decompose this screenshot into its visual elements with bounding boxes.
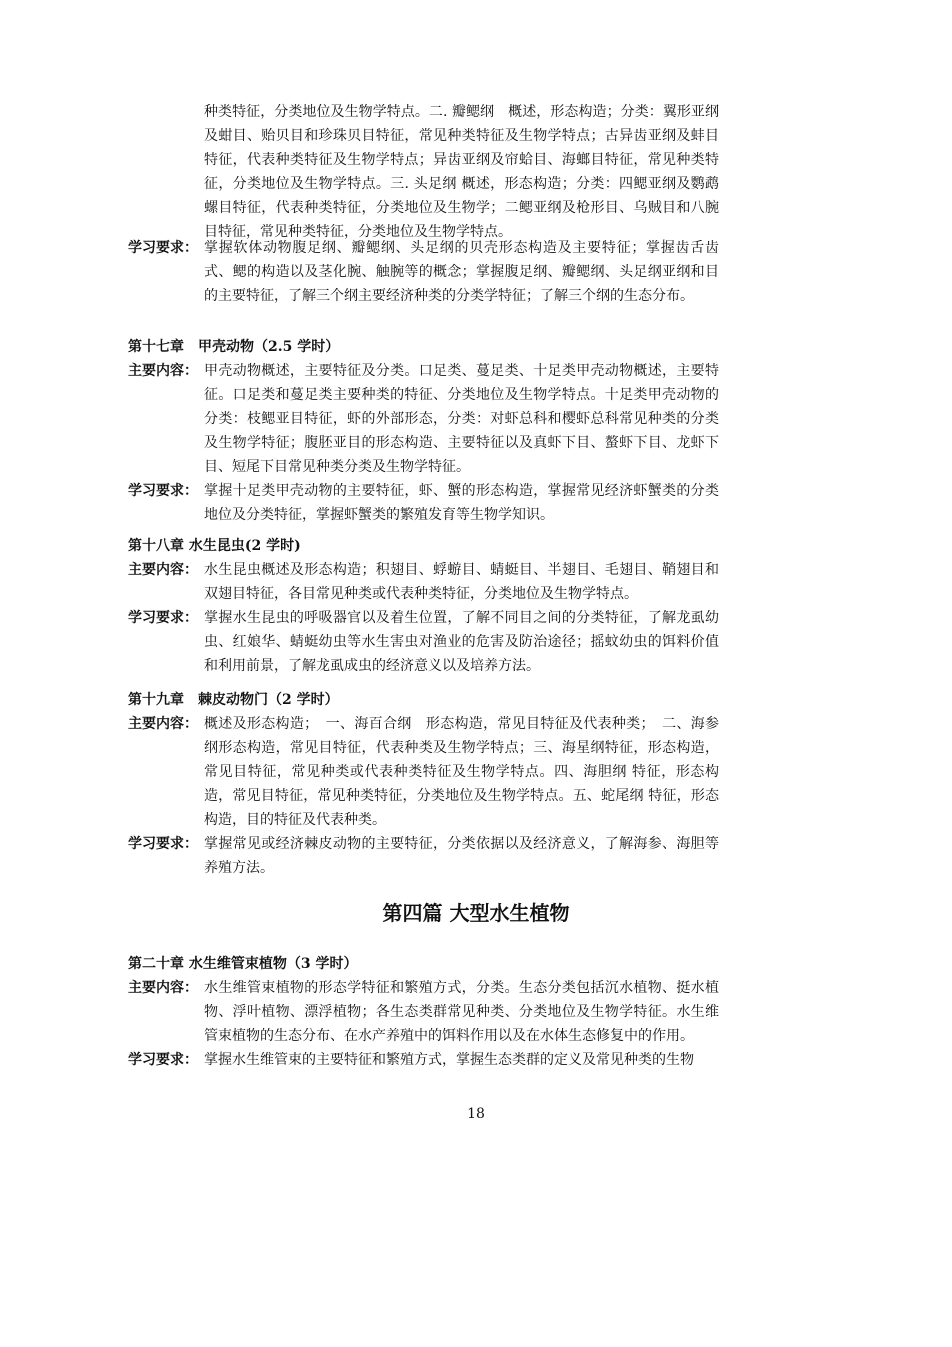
chapter-17 [128,335,719,527]
requirements-label: 学习要求： [128,836,198,852]
chapter-title: 第十九章 棘皮动物门（2 学时） [128,692,339,708]
requirements-label: 学习要求： [128,610,198,626]
requirements-text: 掌握水生昆虫的呼吸器官以及着生位置，了解不同目之间的分类特征，了解龙虱幼虫、红娘华、蜻蜓幼虫等水生害虫对渔业的危害及防治途径；摇蚊幼虫的饵料价值和利用前景，了解龙虱成虫的经济意义以及培养方法。 [204,610,719,674]
content-label: 主要内容： [128,716,198,732]
chapter-18 [128,534,719,678]
requirements-text: 掌握常见或经济棘皮动物的主要特征，分类依据以及经济意义，了解海参、海胆等养殖方法。 [204,836,719,876]
requirements-text: 掌握十足类甲壳动物的主要特征，虾、蟹的形态构造，掌握常见经济虾蟹类的分类地位及分类特征，掌握虾蟹类的繁殖发育等生物学知识。 [204,483,719,523]
page-number: 18 [467,1106,485,1122]
chapter-20 [128,952,719,1072]
content-label: 主要内容： [128,980,198,996]
content-text: 甲壳动物概述，主要特征及分类。口足类、蔓足类、十足类甲壳动物概述，主要特征。口足类和蔓足类主要种类的特征、分类地位及生物学特点。十足类甲壳动物的分类：枝鳃亚目特征，虾的外部形态，分类：对虾总科和樱虾总科常见种类的分类及生物学特征；腹胚亚目的形态构造、主要特征以及真虾下目、螯虾下目、龙虾下目、短尾下目常见种类分类及生物学特征。 [204,363,719,475]
part-title: 第四篇 大型水生植物 [382,901,570,925]
requirements-label: 学习要求： [128,483,198,499]
content-label: 主要内容： [128,562,198,578]
continuation-paragraph: 种类特征，分类地位及生物学特点。二. 瓣鳃纲 概述，形态构造；分类：翼形亚纲及蚶目、贻贝目和珍珠贝目特征，常见种类特征及生物学特点；古异齿亚纲及蚌目特征，代表种类特征及生物学特点；异齿亚纲及帘蛤目、海螂目特征，常见种类特征，分类地位及生物学特点。三. 头足纲 概述，形态构造；分类：四鳃亚纲及鹦鹉螺目特征，代表种类特征，分类地位及生物学；二鳃亚纲及枪形目、乌贼目和八腕目特征，常见种类特征，分类地位及生物学特点。 [204,104,719,240]
chapter-title: 第十八章 水生昆虫(2 学时) [128,538,301,554]
mollusca-requirements [128,236,719,308]
content-text: 水生维管束植物的形态学特征和繁殖方式，分类。生态分类包括沉水植物、挺水植物、浮叶植物、漂浮植物；各生态类群常见种类、分类地位及生物学特征。水生维管束植物的生态分布、在水产养殖中的饵料作用以及在水体生态修复中的作用。 [204,980,719,1044]
chapter-title: 第十七章 甲壳动物（2.5 学时） [128,339,340,355]
requirements-text: 掌握软体动物腹足纲、瓣鳃纲、头足纲的贝壳形态构造及主要特征；掌握齿舌齿式、鳃的构造以及茎化腕、触腕等的概念；掌握腹足纲、瓣鳃纲、头足纲亚纲和目的主要特征，了解三个纲主要经济种类的分类学特征；了解三个纲的生态分布。 [204,240,719,304]
requirements-label: 学习要求： [128,1052,198,1068]
requirements-text: 掌握水生维管束的主要特征和繁殖方式，掌握生态类群的定义及常见种类的生物 [204,1052,694,1068]
requirements-label: 学习要求： [128,240,198,256]
content-text: 水生昆虫概述及形态构造；积翅目、蜉蝣目、蜻蜓目、半翅目、毛翅目、鞘翅目和双翅目特征，各目常见种类或代表种类特征，分类地位及生物学特点。 [204,562,719,602]
chapter-19 [128,688,719,880]
content-label: 主要内容： [128,363,198,379]
chapter-title: 第二十章 水生维管束植物（3 学时） [128,956,358,972]
content-text: 概述及形态构造； 一、海百合纲 形态构造，常见目特征及代表种类； 二、海参纲形态构造，常见目特征，代表种类及生物学特点；三、海星纲特征，形态构造，常见目特征，常见种类或代表种类特征及生物学特点。四、海胆纲 特征，形态构造，常见目特征，常见种类特征，分类地位及生物学特点。五、蛇尾纲 特征，形态构造，目的特征及代表种类。 [204,716,719,828]
